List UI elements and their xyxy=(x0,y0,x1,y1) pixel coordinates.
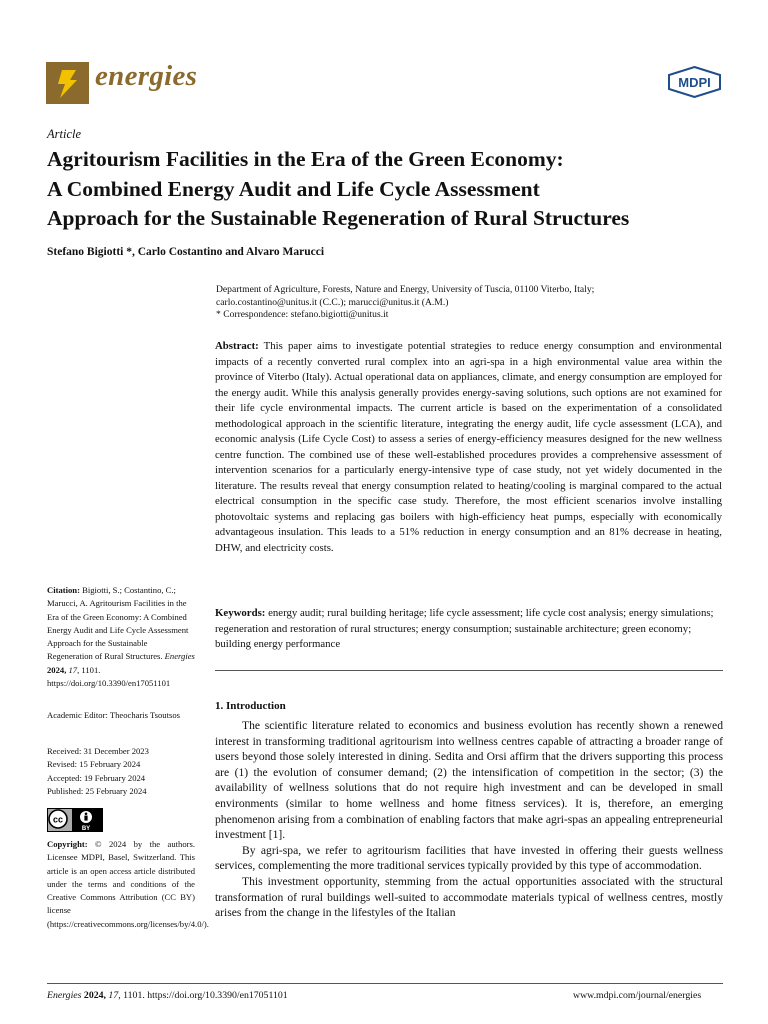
received-date: Received: 31 December 2023 xyxy=(47,746,149,756)
article-title xyxy=(47,145,737,234)
citation-volume: 17, xyxy=(68,664,80,675)
paragraph: By agri-spa, we refer to agritourism facilities that have invested in offering their guests wellness services, complementing the more traditional services typically provided by this type of accommodation. xyxy=(215,843,723,873)
svg-text:cc: cc xyxy=(52,814,64,825)
citation-year: 2024, xyxy=(47,664,67,675)
citation xyxy=(47,584,195,690)
introduction-body xyxy=(215,718,723,921)
copyright-label: Copyright: xyxy=(47,839,88,849)
academic-editor: Academic Editor: Theocharis Tsoutsos xyxy=(47,710,180,720)
section-heading: 1. Introduction xyxy=(215,700,286,712)
citation-doi[interactable]: 1101. https://doi.org/10.3390/en17051101 xyxy=(47,664,171,689)
affiliations xyxy=(216,284,726,322)
footer-journal-url[interactable]: www.mdpi.com/journal/energies xyxy=(573,990,702,1001)
keywords xyxy=(215,606,722,653)
abstract-text: This paper aims to investigate potential strategies to reduce energy consumption and environmental impacts of a recently converted rural complex into an agri-spa in a high environmental value area within the province of Viterbo (Italy). Actual operational data on appliances, climate, and energy consumption are employed for the energy audit. While this analysis generally provides energy-saving solutions, such options are not examined for their life cycle environmental impacts. The current article is based on the experimentation of a consolidated methodological approach in the scientific literature, integrating the energy audit, life cycle assessment (LCA), and economic analysis (Life Cycle Cost) to assess a series of energy-efficiency measures designed for the new wellness centre function. The combined use of these well-established procedures provides a comprehensive assessment of intervention scenarios for a particularly energy-intensive type of case study, not yet widely documented in the literature. The results reveal that energy consumption related to heating/cooling is marginal compared to the actual electrical consumption in the specific case study. Therefore, the most efficient scenarios involve installing photovoltaic systems and replacing gas boilers with high-efficiency heat pumps, especially with economically advantageous insulation. This leads to a 51% reduction in energy consumption and an 81% decrease in heating, DHW, and electricity costs. xyxy=(215,340,722,554)
affiliation-emails: carlo.costantino@unitus.it (C.C.); marucci@unitus.it (A.M.) xyxy=(216,296,449,308)
accepted-date: Accepted: 19 February 2024 xyxy=(47,772,146,783)
journal-logo-icon xyxy=(46,62,89,104)
abstract-label: Abstract: xyxy=(215,340,259,352)
title-line: Agritourism Facilities in the Era of the Green Economy: xyxy=(47,147,564,171)
citation-text: Bigiotti, S.; Costantino, C.; Marucci, A. Agritourism Facilities in the Era of the Green Economy: A Combined Energy Audit and Life Cycle Assessment Approach for the Sustainable Regeneration of Rural Structures. xyxy=(47,585,189,662)
journal-name: energies xyxy=(95,60,198,92)
abstract xyxy=(215,339,722,556)
copyright-text: © 2024 by the authors. Licensee MDPI, Basel, Switzerland. This article is an open access article distributed under the terms and conditions of the Creative Commons Attribution (CC BY) license (https://creativecommons.org/licenses/by/4.0/). xyxy=(47,839,209,929)
article-type: Article xyxy=(47,127,82,141)
mdpi-logo-text: MDPI xyxy=(678,75,711,90)
title-line: Approach for the Sustainable Regeneration of Rural Structures xyxy=(47,206,630,230)
paragraph: This investment opportunity, stemming from the actual opportunities associated with the structural transformation of rural buildings well-suited to accommodate materials typical of wellness centres, mostly arises from the change in the lifestyles of the Italian xyxy=(215,874,723,920)
authors: Stefano Bigiotti *, Carlo Costantino and Alvaro Marucci xyxy=(47,246,325,258)
copyright xyxy=(47,838,209,931)
paragraph: The scientific literature related to economics and business evolution has recently shown a renewed interest in transforming traditional agritourism into wellness centres capable of attracting a broader range of users beyond those solely interested in dining. Sedita and Orsi affirm that the drivers supporting this process are (1) the evolution of consumer demand; (2) the intensification of competition in the sector; (3) the availability of wellness solutions that do not require high investment and can be developed in small environments (similar to home wellness and home fitness services). It is, therefore, an emerging phenomenon arising from a combination of enabling factors that make agri-spas an appealing entrepreneurial investment [1]. xyxy=(215,719,723,842)
footer-doi[interactable]: 1101. https://doi.org/10.3390/en17051101 xyxy=(123,990,288,1001)
divider xyxy=(215,670,723,671)
keywords-text: energy audit; rural building heritage; life cycle assessment; life cycle cost analysis; energy simulations; regeneration and restoration of rural structures; energy consumption; sustainable architecture; green economy; building energy performance xyxy=(215,607,714,650)
published-date: Published: 25 February 2024 xyxy=(47,785,147,796)
affiliation-line: Department of Agriculture, Forests, Nature and Energy, University of Tuscia, 01100 Viterbo, Italy; xyxy=(216,284,595,295)
correspondence: * Correspondence: stefano.bigiotti@unitus.it xyxy=(216,309,389,320)
publication-dates xyxy=(47,745,195,798)
footer-year: 2024, xyxy=(83,990,106,1001)
title-line: A Combined Energy Audit and Life Cycle Assessment xyxy=(47,176,540,201)
cc-by-text: BY xyxy=(81,826,91,832)
revised-date: Revised: 15 February 2024 xyxy=(47,759,141,770)
footer-citation xyxy=(47,990,288,1001)
citation-label: Citation: xyxy=(47,585,80,595)
footer-volume: 17, xyxy=(108,990,121,1001)
mdpi-logo-icon xyxy=(667,66,722,98)
cc-by-license-icon[interactable] xyxy=(47,808,103,832)
footer-journal: Energies xyxy=(47,990,82,1001)
footer-divider xyxy=(47,983,723,984)
citation-journal: Energies xyxy=(164,651,195,662)
keywords-label: Keywords: xyxy=(215,607,266,619)
